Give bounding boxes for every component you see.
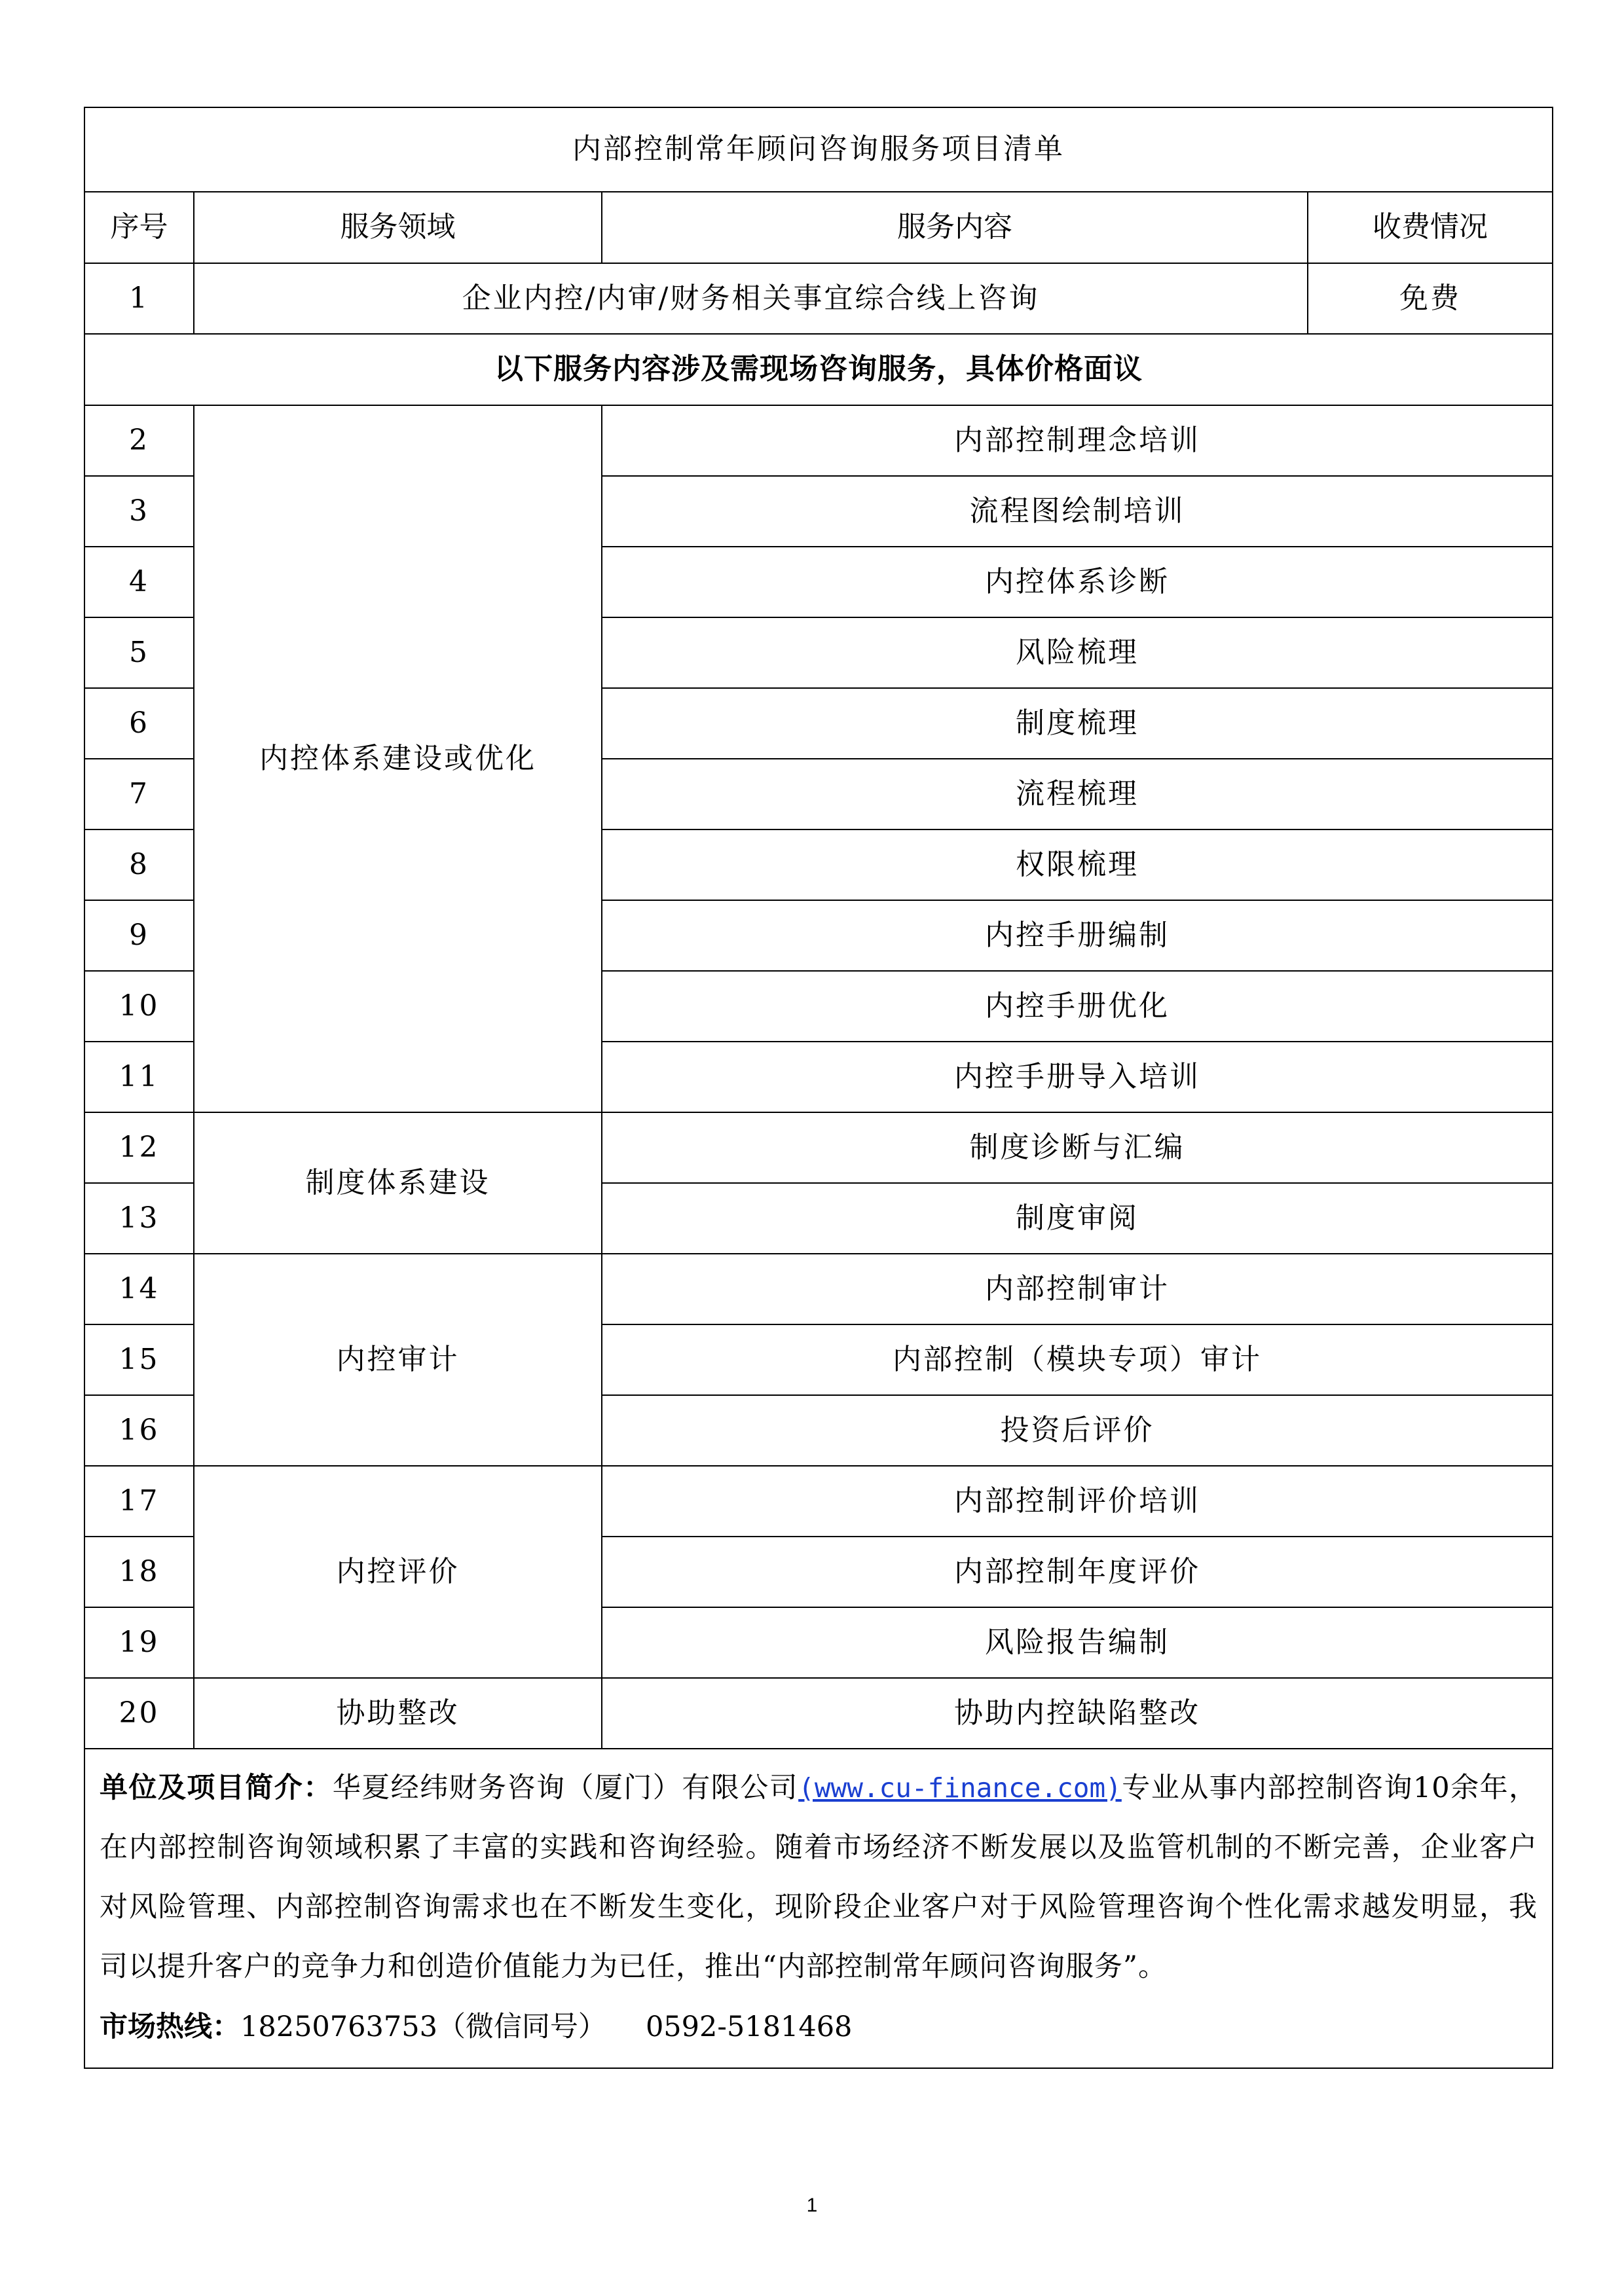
row-no: 7 xyxy=(84,759,194,829)
row-no: 3 xyxy=(84,476,194,547)
row-no: 5 xyxy=(84,617,194,688)
row-no: 9 xyxy=(84,900,194,971)
row-content: 内部控制评价培训 xyxy=(602,1466,1553,1537)
row-no: 8 xyxy=(84,829,194,900)
row-no: 12 xyxy=(84,1112,194,1183)
domain-cell: 内控审计 xyxy=(194,1254,602,1466)
row-content: 内部控制（模块专项）审计 xyxy=(602,1324,1553,1395)
row-no: 14 xyxy=(84,1254,194,1324)
service-list-table xyxy=(84,107,1553,2069)
row-no: 20 xyxy=(84,1678,194,1749)
row-no: 2 xyxy=(84,405,194,476)
header-domain: 服务领域 xyxy=(194,192,602,263)
row-content: 流程梳理 xyxy=(602,759,1553,829)
row-content: 制度梳理 xyxy=(602,688,1553,759)
row-content: 制度审阅 xyxy=(602,1183,1553,1254)
table-title: 内部控制常年顾问咨询服务项目清单 xyxy=(84,107,1553,192)
header-fee: 收费情况 xyxy=(1308,192,1553,263)
domain-cell: 内控体系建设或优化 xyxy=(194,405,602,1112)
intro-label: 单位及项目简介： xyxy=(100,1772,333,1804)
hotline-label: 市场热线： xyxy=(100,2011,240,2043)
intro-body: 专业从事内部控制咨询10余年，在内部控制咨询领域积累了丰富的实践和咨询经验。随着市场经济不断发展以及监管机制的不断完善，企业客户对风险管理、内部控制咨询需求也在不断发生变化，现阶段企业客户对于风险管理咨询个性化需求越发明显，我司以提升客户的竞争力和创造价值能力为已任，推出“内部控制常年顾问咨询服务”。 xyxy=(100,1772,1538,1983)
row-no: 11 xyxy=(84,1042,194,1112)
row-content: 风险梳理 xyxy=(602,617,1553,688)
row-no: 4 xyxy=(84,547,194,617)
row-content: 内控体系诊断 xyxy=(602,547,1553,617)
company-intro xyxy=(84,1749,1553,2068)
row-content: 内部控制理念培训 xyxy=(602,405,1553,476)
page-number: 1 xyxy=(806,2195,818,2216)
row-content: 内部控制年度评价 xyxy=(602,1537,1553,1607)
row-no: 10 xyxy=(84,971,194,1042)
row-no: 15 xyxy=(84,1324,194,1395)
header-no: 序号 xyxy=(84,192,194,263)
hotline-mobile: 18250763753（微信同号） xyxy=(240,2011,606,2043)
row-no: 19 xyxy=(84,1607,194,1678)
onsite-note: 以下服务内容涉及需现场咨询服务，具体价格面议 xyxy=(84,334,1553,405)
row-no: 17 xyxy=(84,1466,194,1537)
row-no: 16 xyxy=(84,1395,194,1466)
row-content: 内部控制审计 xyxy=(602,1254,1553,1324)
hotline-phone: 0592-5181468 xyxy=(645,2011,853,2043)
header-content: 服务内容 xyxy=(602,192,1308,263)
row-content: 流程图绘制培训 xyxy=(602,476,1553,547)
domain-cell: 内控评价 xyxy=(194,1466,602,1678)
company-website-link[interactable]: (www.cu-finance.com) xyxy=(798,1772,1122,1804)
intro-paragraph xyxy=(100,1758,1538,1997)
row-content: 企业内控/内审/财务相关事宜综合线上咨询 xyxy=(194,263,1308,334)
row-no: 18 xyxy=(84,1537,194,1607)
row-content: 内控手册编制 xyxy=(602,900,1553,971)
domain-cell: 协助整改 xyxy=(194,1678,602,1749)
row-content: 制度诊断与汇编 xyxy=(602,1112,1553,1183)
row-fee: 免费 xyxy=(1308,263,1553,334)
intro-company: 华夏经纬财务咨询（厦门）有限公司 xyxy=(332,1772,799,1804)
hotline xyxy=(100,2001,1538,2053)
row-content: 内控手册导入培训 xyxy=(602,1042,1553,1112)
row-content: 内控手册优化 xyxy=(602,971,1553,1042)
row-content: 协助内控缺陷整改 xyxy=(602,1678,1553,1749)
row-no: 6 xyxy=(84,688,194,759)
domain-cell: 制度体系建设 xyxy=(194,1112,602,1254)
row-no: 13 xyxy=(84,1183,194,1254)
row-content: 权限梳理 xyxy=(602,829,1553,900)
row-content: 投资后评价 xyxy=(602,1395,1553,1466)
service-list-sheet xyxy=(84,107,1552,2069)
row-no: 1 xyxy=(84,263,194,334)
row-content: 风险报告编制 xyxy=(602,1607,1553,1678)
